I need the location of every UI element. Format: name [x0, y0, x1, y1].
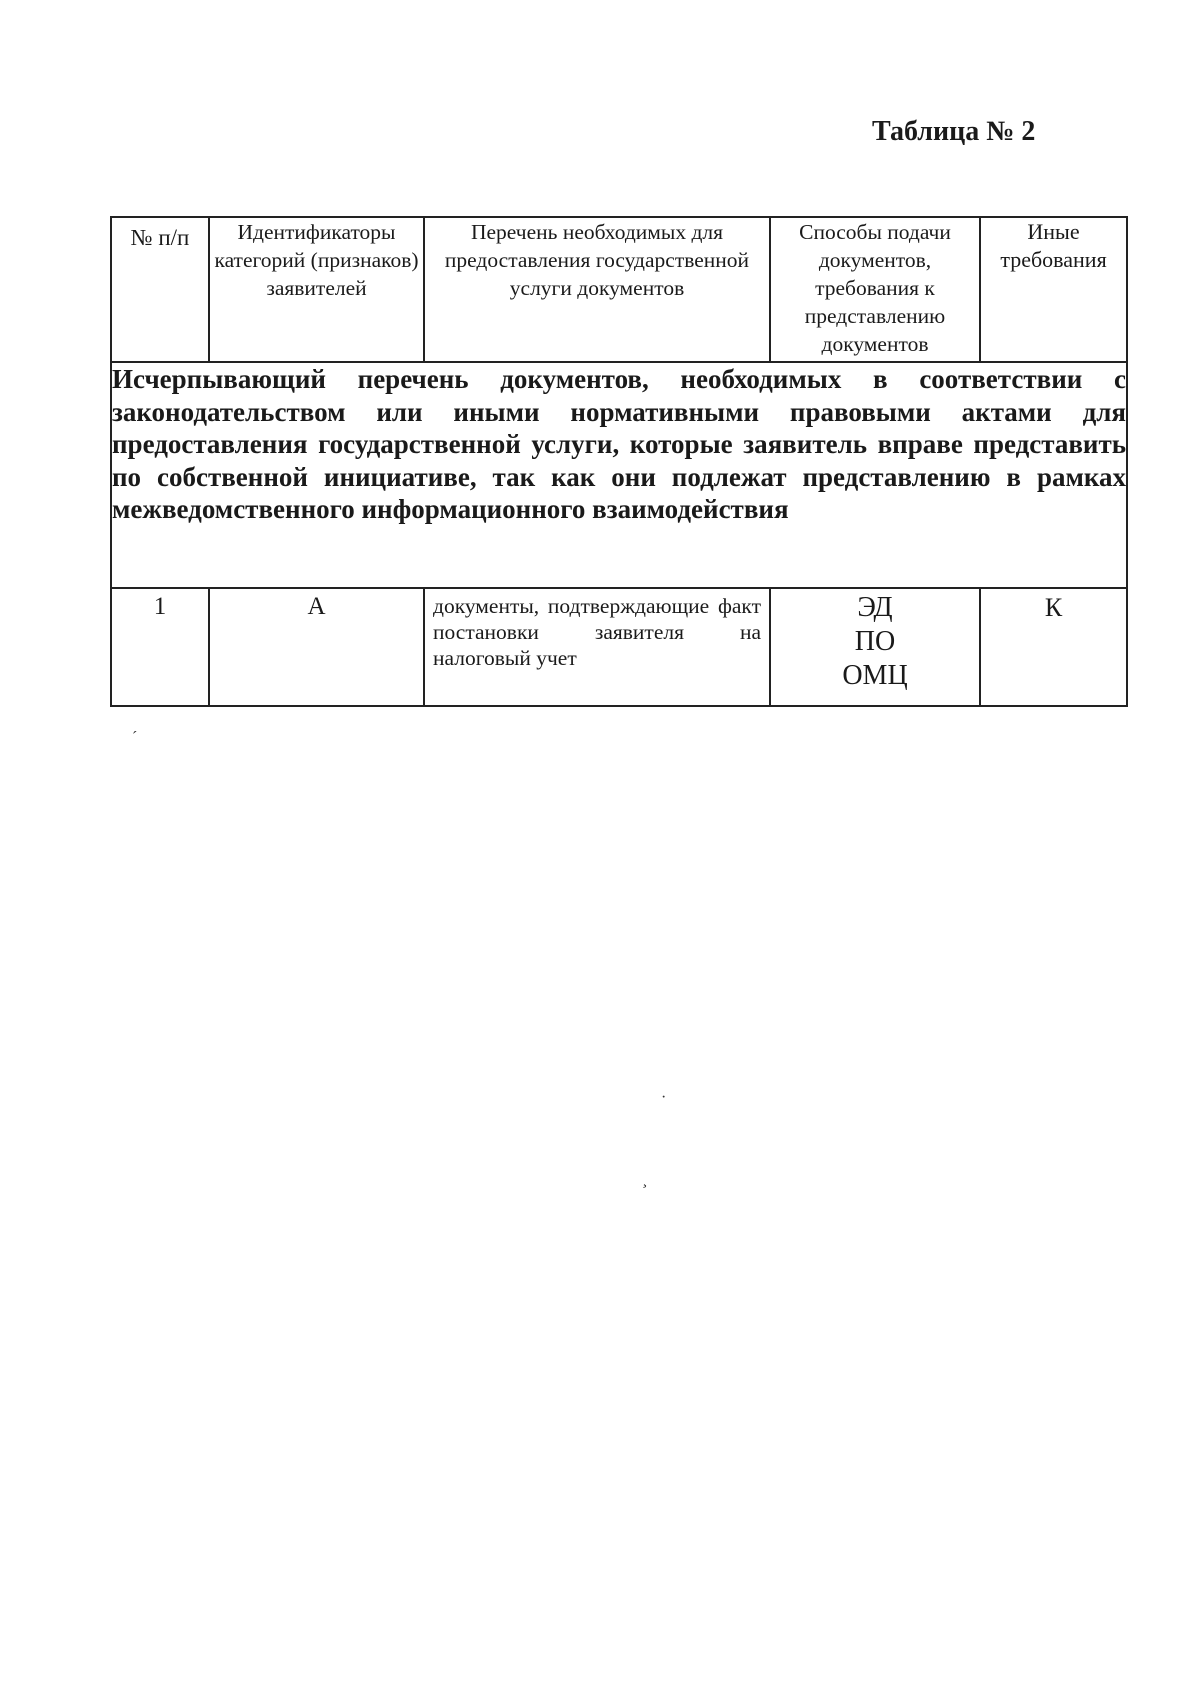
- scan-mark: ¸: [642, 1171, 648, 1188]
- table-title: Таблица № 2: [872, 116, 1036, 147]
- section-heading-row: [111, 362, 1127, 588]
- table-row: [111, 588, 1127, 706]
- scan-mark: ´: [132, 729, 138, 746]
- method-omc: ОМЦ: [842, 660, 908, 691]
- header-other-requirements: Иные требования: [980, 217, 1127, 362]
- table-header-row: [111, 217, 1127, 362]
- row-number: 1: [111, 588, 209, 706]
- row-documents: документы, подтверждающие факт постановки заявителя на налоговый учет: [424, 588, 770, 706]
- row-other-requirements: К: [980, 588, 1127, 706]
- requirements-table: [110, 216, 1128, 707]
- row-category: А: [209, 588, 424, 706]
- header-documents-list: Перечень необходимых для предоставления государственной услуги документов: [424, 217, 770, 362]
- header-submission-methods: Способы подачи документов, требования к представлению документов: [770, 217, 980, 362]
- method-po: ПО: [854, 626, 896, 657]
- method-ed: ЭД: [857, 592, 893, 623]
- row-methods: [770, 588, 980, 706]
- scan-mark: ·: [661, 1089, 667, 1106]
- header-number: № п/п: [111, 217, 209, 362]
- header-applicant-categories: Идентификаторы категорий (признаков) заявителей: [209, 217, 424, 362]
- section-heading: Исчерпывающий перечень документов, необходимых в соответствии с законодательством или иными нормативными правовыми актами для предоставления государственной услуги, которые заявитель вправе представить по собственной инициативе, так как они подлежат представлению в рамках межведомственного информационного взаимодействия: [111, 362, 1127, 588]
